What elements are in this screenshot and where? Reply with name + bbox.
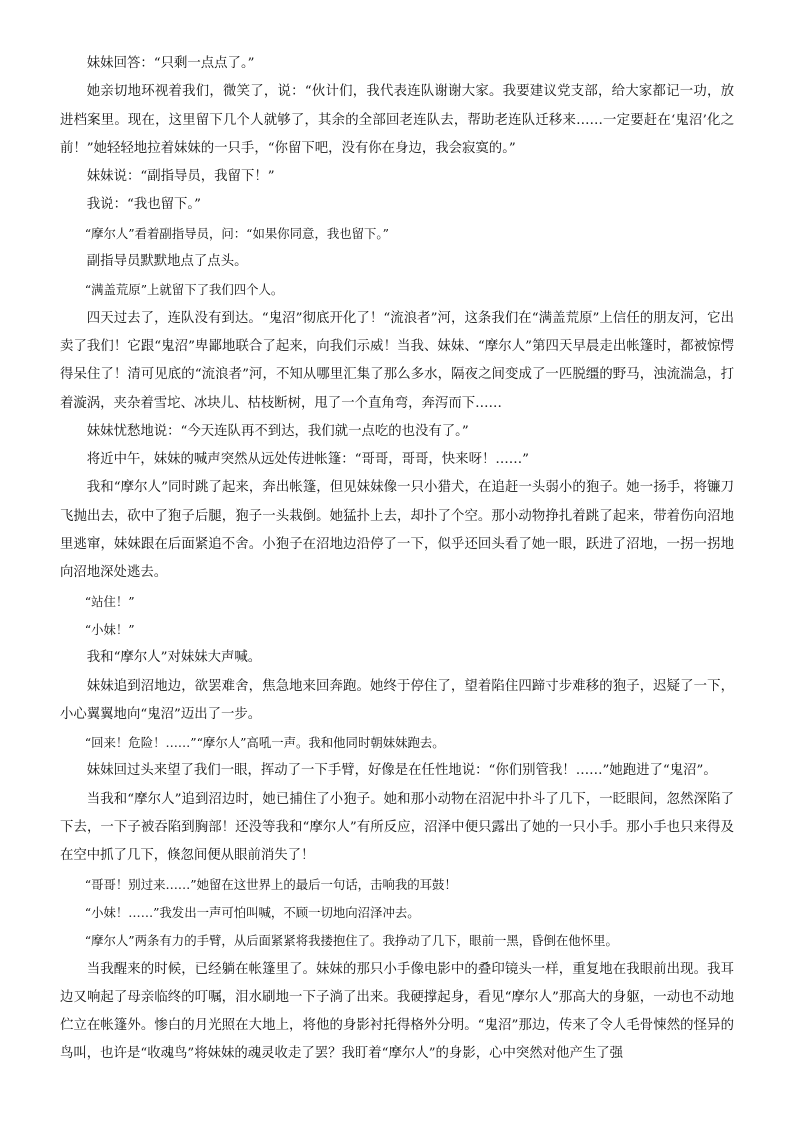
- article-body: [60, 50, 734, 1069]
- paragraph: 妹妹回过头来望了我们一眼，挥动了一下手臂，好像是在任性地说：“你们别管我！……”她跑进了“鬼沼”。: [86, 763, 717, 779]
- paragraph: 妹妹说：“副指导员，我留下！”: [86, 169, 275, 185]
- paragraph: 妹妹回答：“只剩一点点了。”: [86, 56, 255, 71]
- paragraph: 当我醒来的时候，已经躺在帐篷里了。妹妹的那只小手像电影中的叠印镜头一样，重复地在我眼前出现。我耳边又响起了母亲临终的叮嘱，泪水刷地一下子淌了出来。我硬撑起身，看见“摩尔人”那高大的身躯，一动也不动地伫立在帐篷外。惨白的月光照在大地上，将他的身影衬托得格外分明。“鬼沼”那边，传来了令人毛骨悚然的怪异的鸟叫，也许是“收魂鸟”将妹妹的魂灵收走了罢？我盯着“摩尔人”的身影，心中突然对他产生了强: [60, 961, 734, 1062]
- paragraph: “小妹！……”我发出一声可怕叫喊，不顾一切地向沼泽冲去。: [84, 904, 420, 920]
- paragraph: 她亲切地环视着我们，微笑了，说：“伙计们，我代表连队谢谢大家。我要建议党支部，给大家都记一功，放进档案里。现在，这里留下几个人就够了，其余的全部回老连队去，帮助老连队迁移来……一定要赶在‘鬼沼’化之前！”她轻轻地拉着妹妹的一只手，“你留下吧，没有你在身边，我会寂寞的。”: [60, 84, 734, 156]
- paragraph: 我说：“我也留下。”: [86, 197, 201, 213]
- paragraph: “回来！危险！……”“摩尔人”高吼一声。我和他同时朝妹妹跑去。: [84, 735, 445, 751]
- paragraph: 当我和“摩尔人”追到沼边时，她已捕住了小狍子。她和那小动物在沼泥中扑斗了几下，一眨眼间，忽然深陷了下去，一下子被吞陷到胸部！还没等我和“摩尔人”有所反应，沼泽中便只露出了她的一只小手。那小手也只来得及在空中抓了几下，倏忽间便从眼前消失了！: [60, 791, 734, 864]
- paragraph: “哥哥！别过来……”她留在这世界上的最后一句话，击响我的耳鼓！: [84, 876, 457, 892]
- paragraph: 我和“摩尔人”同时跳了起来，奔出帐篷，但见妹妹像一只小猎犬，在追赶一头弱小的狍子。她一扬手，将镰刀飞抛出去，砍中了狍子后腿，狍子一头栽倒。她猛扑上去，却扑了个空。那小动物挣扎着跳了起来，带着伤向沼地里逃窜，妹妹跟在后面紧追不舍。小狍子在沼地边沿停了一下，似乎还回头看了她一眼，跃进了沼地，一拐一拐地向沼地深处逃去。: [60, 480, 734, 581]
- paragraph: 妹妹追到沼地边，欲罢难舍，焦急地来回奔跑。她终于停住了，望着陷住四蹄寸步难移的狍子，迟疑了一下，小心翼翼地向“鬼沼”迈出了一步。: [60, 678, 734, 722]
- paragraph: “站住！”: [84, 593, 135, 609]
- paragraph: 妹妹忧愁地说：“今天连队再不到达，我们就一点吃的也没有了。”: [86, 423, 469, 439]
- paragraph: “摩尔人”看着副指导员，问：“如果你同意，我也留下。”: [84, 225, 389, 241]
- paragraph: 副指导员默默地点了点头。: [86, 254, 248, 270]
- paragraph: 四天过去了，连队没有到达。“鬼沼”彻底开化了！“流浪者”河，这条我们在“满盖荒原”上信任的朋友河，它出卖了我们！它跟“鬼沼”卑鄙地联合了起来，向我们示威！当我、妹妹、“摩尔人”第四天早晨走出帐篷时，都被惊愕得呆住了！清可见底的“流浪者”河，不知从哪里汇集了那么多水，隔夜之间变成了一匹脱缰的野马，浊流湍急，打着漩涡，夹杂着雪坨、冰块儿、枯枝断树，甩了一个直角弯，奔泻而下……: [60, 310, 734, 411]
- paragraph: “摩尔人”两条有力的手臂，从后面紧紧将我搂抱住了。我挣动了几下，眼前一黑，昏倒在他怀里。: [84, 933, 618, 949]
- paragraph: “满盖荒原”上就留下了我们四个人。: [84, 282, 284, 298]
- paragraph: 将近中午，妹妹的喊声突然从远处传进帐篷：“哥哥，哥哥，快来呀！……”: [86, 452, 529, 468]
- paragraph: 我和“摩尔人”对妹妹大声喊。: [86, 650, 262, 666]
- paragraph: “小妹！”: [84, 621, 135, 637]
